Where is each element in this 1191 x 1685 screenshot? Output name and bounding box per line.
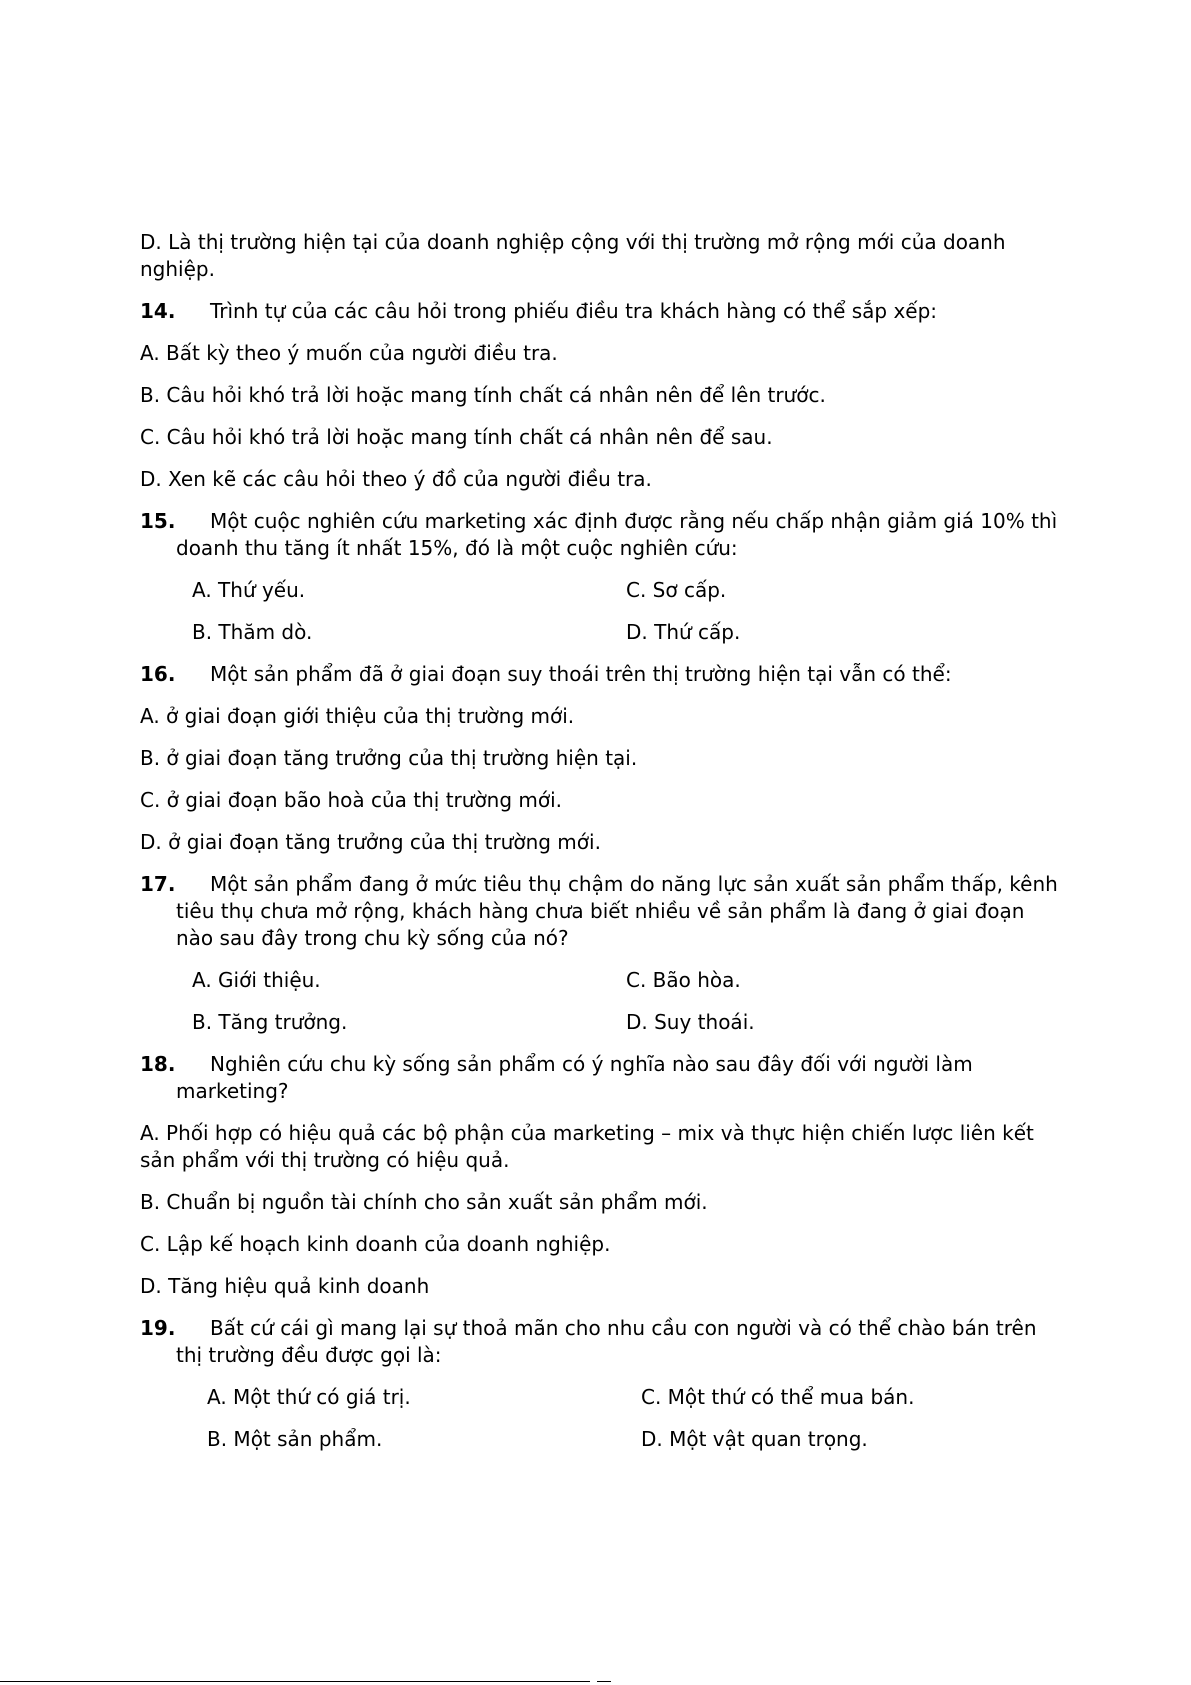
question-text: Trình tự của các câu hỏi trong phiếu điều tra khách hàng có thể sắp xếp:	[210, 299, 938, 323]
question	[140, 661, 1060, 688]
question-number: 17.	[140, 872, 176, 896]
question	[140, 871, 1060, 952]
answer-option: C. Câu hỏi khó trả lời hoặc mang tính chất cá nhân nên để sau.	[140, 425, 773, 449]
answer-option: B. Thăm dò.	[192, 620, 313, 644]
answer-option: A. Giới thiệu.	[192, 968, 321, 992]
answer-option: B. Tăng trưởng.	[192, 1010, 348, 1034]
question-number: 16.	[140, 662, 176, 686]
question-text: Một sản phẩm đang ở mức tiêu thụ chậm do năng lực sản xuất sản phẩm thấp, kênh tiêu thụ chưa mở rộng, khách hàng chưa biết nhiều về sản phẩm là đang ở giai đoạn nào sau đây trong chu kỳ sống của nó?	[176, 872, 1058, 950]
answer-option: A. Thứ yếu.	[192, 578, 306, 602]
question-number: 19.	[140, 1316, 176, 1340]
question-number: 15.	[140, 509, 176, 533]
answer-option: B. Chuẩn bị nguồn tài chính cho sản xuất sản phẩm mới.	[140, 1190, 708, 1214]
answer-option: A. Bất kỳ theo ý muốn của người điều tra.	[140, 341, 558, 365]
answer-options-grid	[192, 577, 1060, 646]
answer-option: D. Một vật quan trọng.	[641, 1427, 868, 1451]
question-text: Bất cứ cái gì mang lại sự thoả mãn cho nhu cầu con người và có thể chào bán trên thị trường đều được gọi là:	[176, 1316, 1037, 1367]
answer-option: A. Một thứ có giá trị.	[207, 1385, 411, 1409]
answer-option: D. Là thị trường hiện tại của doanh nghiệp cộng với thị trường mở rộng mới của doanh nghiệp.	[140, 230, 1006, 281]
question	[140, 1051, 1060, 1105]
question	[140, 1315, 1060, 1369]
answer-option: B. Một sản phẩm.	[207, 1427, 383, 1451]
answer-option: C. Sơ cấp.	[626, 578, 727, 602]
question-text: Một cuộc nghiên cứu marketing xác định được rằng nếu chấp nhận giảm giá 10% thì doanh thu tăng ít nhất 15%, đó là một cuộc nghiên cứu:	[176, 509, 1058, 560]
answer-option: A. Phối hợp có hiệu quả các bộ phận của marketing – mix và thực hiện chiến lược liên kết sản phẩm với thị trường có hiệu quả.	[140, 1121, 1034, 1172]
answer-option: D. Suy thoái.	[626, 1010, 755, 1034]
question	[140, 298, 1060, 325]
question	[140, 508, 1060, 562]
footnote-separator-mark	[597, 1681, 611, 1682]
answer-option: C. Bão hòa.	[626, 968, 741, 992]
answer-options-grid	[192, 967, 1060, 1036]
answer-option: B. ở giai đoạn tăng trưởng của thị trường hiện tại.	[140, 746, 638, 770]
answer-option: B. Câu hỏi khó trả lời hoặc mang tính chất cá nhân nên để lên trước.	[140, 383, 826, 407]
answer-option: A. ở giai đoạn giới thiệu của thị trường mới.	[140, 704, 575, 728]
question-text: Một sản phẩm đã ở giai đoạn suy thoái trên thị trường hiện tại vẫn có thể:	[210, 662, 952, 686]
answer-option: D. Xen kẽ các câu hỏi theo ý đồ của người điều tra.	[140, 467, 652, 491]
exam-content	[140, 229, 1060, 1468]
answer-option: C. Lập kế hoạch kinh doanh của doanh nghiệp.	[140, 1232, 611, 1256]
answer-option: D. Thứ cấp.	[626, 620, 741, 644]
answer-option: D. Tăng hiệu quả kinh doanh	[140, 1274, 430, 1298]
question-number: 14.	[140, 299, 176, 323]
answer-options-grid	[207, 1384, 1060, 1453]
answer-option: C. ở giai đoạn bão hoà của thị trường mới.	[140, 788, 563, 812]
answer-option: D. ở giai đoạn tăng trưởng của thị trường mới.	[140, 830, 601, 854]
footnote-separator	[0, 1681, 590, 1682]
answer-option: C. Một thứ có thể mua bán.	[641, 1385, 915, 1409]
question-number: 18.	[140, 1052, 176, 1076]
question-text: Nghiên cứu chu kỳ sống sản phẩm có ý nghĩa nào sau đây đối với người làm marketing?	[176, 1052, 973, 1103]
